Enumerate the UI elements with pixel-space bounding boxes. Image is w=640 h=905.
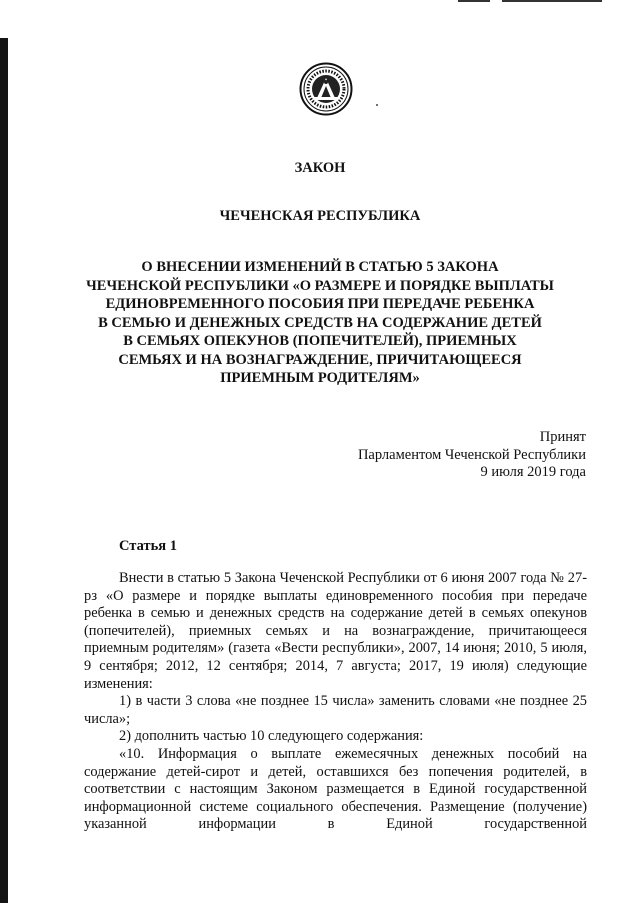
paragraph: «10. Информация о выплате ежемесячных денежных пособий на содержание детей-сирот и детей, оставшихся без попечения родителей, в соответствии с настоящим Законом размещается в Единой государственной информационной системе социального обеспечения. Размещение (получение) указанной информации в Единой государственной [84,745,587,833]
chechen-republic-emblem-icon [299,62,353,116]
law-title: ЗАКОН [294,160,346,176]
article-title: Статья 1 [119,538,177,554]
adoption-block [358,429,586,482]
republic-name: ЧЕЧЕНСКАЯ РЕСПУБЛИКА [219,208,421,224]
subtitle-line: ЕДИНОВРЕМЕННОГО ПОСОБИЯ ПРИ ПЕРЕДАЧЕ РЕБЕНКА [105,296,535,312]
adopted-label: Принят [539,429,586,445]
subtitle-line: СЕМЬЯХ И НА ВОЗНАГРАЖДЕНИЕ, ПРИЧИТАЮЩЕЕСЯ [118,351,522,368]
article-body [84,570,587,834]
subtitle-line: О ВНЕСЕНИИ ИЗМЕНЕНИЙ В СТАТЬЮ 5 ЗАКОНА [141,259,499,275]
scan-top-line [458,0,490,2]
scan-top-line [502,0,602,2]
paragraph: 1) в части 3 слова «не позднее 15 числа» заменить словами «не позднее 25 числа»; [84,693,587,727]
paragraph: Внести в статью 5 Закона Чеченской Республики от 6 июня 2007 года № 27-рз «О размере и порядке выплаты единовременного пособия при передаче ребенка в семью и денежных средств на содержание детей в семьях опекунов (попечителей), приемных семьях и на вознаграждение, причитающееся приемным родителям» (газета «Вести республики», 2007, 14 июня; 2010, 5 июля, 9 сентября; 2012, 12 сентября; 2014, 7 августа; 2017, 19 июля) следующие изменения: [84,570,587,692]
law-subtitle [0,258,640,388]
subtitle-line: В СЕМЬЮ И ДЕНЕЖНЫХ СРЕДСТВ НА СОДЕРЖАНИЕ ДЕТЕЙ [98,314,542,331]
subtitle-line: ЧЕЧЕНСКОЙ РЕСПУБЛИКИ «О РАЗМЕРЕ И ПОРЯДКЕ ВЫПЛАТЫ [86,277,554,294]
subtitle-line: ПРИЕМНЫМ РОДИТЕЛЯМ» [220,370,420,386]
adopted-by: Парламентом Чеченской Республики [357,446,586,463]
adopted-date: 9 июля 2019 года [480,464,586,480]
subtitle-line: В СЕМЬЯХ ОПЕКУНОВ (ПОПЕЧИТЕЛЕЙ), ПРИЕМНЫХ [123,333,517,349]
paragraph: 2) дополнить частью 10 следующего содержания: [119,728,424,745]
scan-speck [376,104,378,106]
